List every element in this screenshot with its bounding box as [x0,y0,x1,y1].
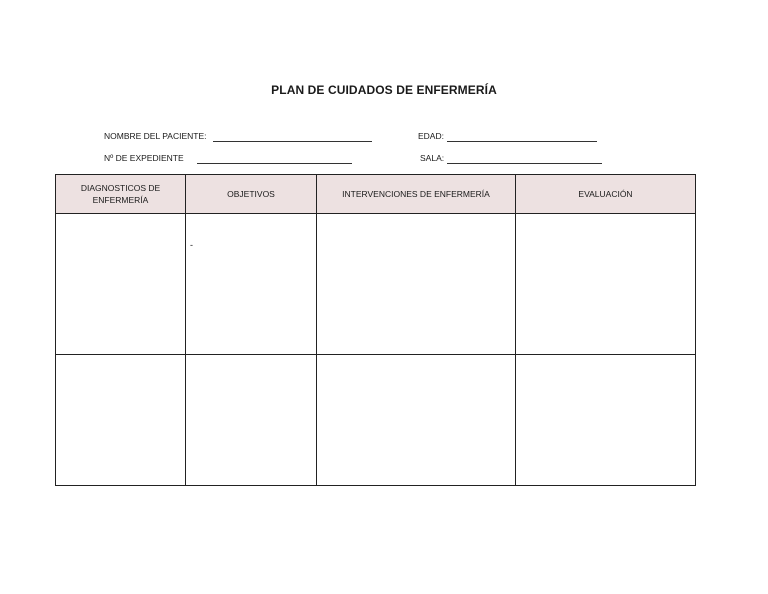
age-field[interactable] [447,141,597,142]
objectives-cell[interactable] [186,214,317,355]
table-row [56,214,696,355]
evaluation-cell[interactable] [516,214,696,355]
interventions-cell[interactable] [317,214,516,355]
patient-name-label: NOMBRE DEL PACIENTE: [104,131,207,141]
table-header-row [56,175,696,214]
room-field[interactable] [447,163,602,164]
interventions-cell[interactable] [317,355,516,486]
record-number-field[interactable] [197,163,352,164]
room-label: SALA: [420,153,445,163]
page-title: PLAN DE CUIDADOS DE ENFERMERÍA [271,83,497,97]
table-row [56,355,696,486]
header-objectives: OBJETIVOS [186,175,317,214]
patient-name-field[interactable] [213,141,372,142]
care-plan-table [55,174,696,486]
diagnostics-cell[interactable] [56,355,186,486]
record-number-label: Nº DE EXPEDIENTE [104,153,184,163]
objectives-cell[interactable] [186,355,317,486]
evaluation-cell[interactable] [516,355,696,486]
diagnostics-cell[interactable] [56,214,186,355]
cell-text: - [190,240,193,250]
header-diagnostics: DIAGNOSTICOS DE ENFERMERÍA [56,175,186,214]
header-interventions: INTERVENCIONES DE ENFERMERÍA [317,175,516,214]
header-evaluation: EVALUACIÓN [516,175,696,214]
age-label: EDAD: [418,131,444,141]
